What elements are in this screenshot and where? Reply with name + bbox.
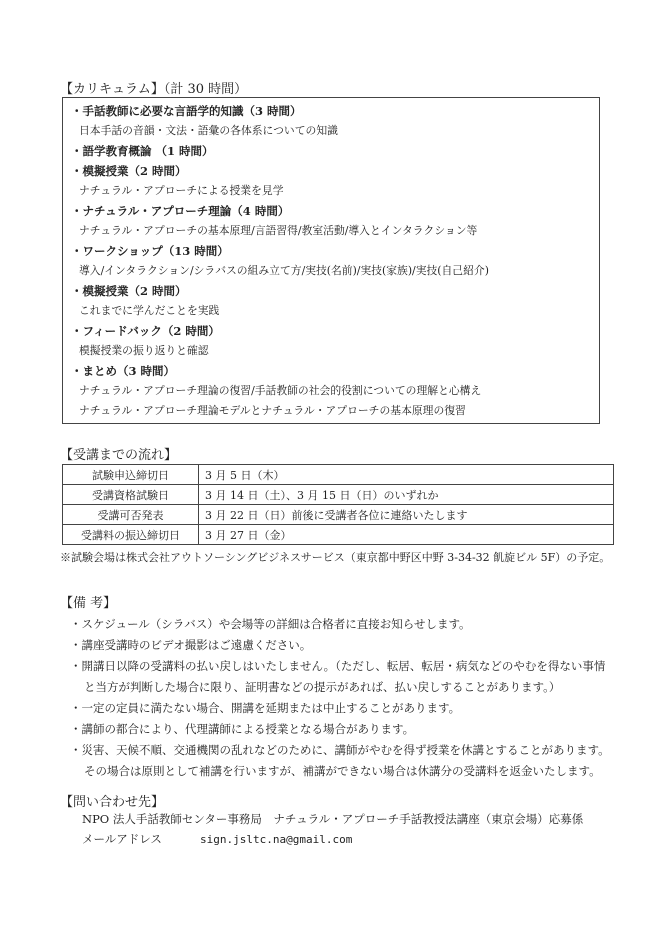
curriculum-item-heading: ・語学教育概論 （1 時間） <box>71 144 214 158</box>
flow-title: 【受講までの流れ】 <box>60 448 178 463</box>
remark-item: ・講師の都合により、代理講師による授業となる場合があります。 <box>70 722 415 736</box>
contact-organization: NPO 法人手話教師センター事務局 ナチュラル・アプローチ手話教授法講座（東京会場）応募係 <box>82 812 584 826</box>
curriculum-item-heading: ・まとめ（3 時間） <box>71 364 176 378</box>
table-cell-label: 受講資格試験日 <box>63 485 199 505</box>
curriculum-item-heading: ・フィードバック（2 時間） <box>71 324 220 338</box>
table-cell-value: 3 月 14 日（土）、3 月 15 日（日）のいずれか <box>199 485 614 505</box>
curriculum-item-description: 模擬授業の振り返りと確認 <box>79 344 209 357</box>
remarks-title: 【備 考】 <box>60 596 117 611</box>
table-row <box>63 485 614 505</box>
exam-venue-note: ※試験会場は株式会社アウトソーシングビジネスサービス（東京都中野区中野 3-34-32 飢旋ビル 5F）の予定。 <box>60 551 611 564</box>
table-cell-value: 3 月 22 日（日）前後に受講者各位に連絡いたします <box>199 505 614 525</box>
curriculum-item-heading: ・手話教師に必要な言語学的知識（3 時間） <box>71 104 302 118</box>
remark-item-continuation: と当方が判断した場合に限り、証明書などの提示があれば、払い戻しすることがあります。） <box>84 680 561 694</box>
remark-item: ・スケジュール（シラバス）や会場等の詳細は合格者に直接お知らせします。 <box>70 617 471 631</box>
curriculum-item-description: ナチュラル・アプローチの基本原理/言語習得/教室活動/導入とインタラクション等 <box>79 224 478 237</box>
curriculum-item-heading: ・ナチュラル・アプローチ理論（4 時間） <box>71 204 290 218</box>
table-row <box>63 525 614 545</box>
email-address-link[interactable]: sign.jsltc.na@gmail.com <box>200 833 353 846</box>
contact-email-row <box>82 829 583 849</box>
contact-title: 【問い合わせ先】 <box>60 795 165 810</box>
table-row <box>63 465 614 485</box>
email-label: メールアドレス <box>82 832 162 846</box>
curriculum-item-description: ナチュラル・アプローチによる授業を見学 <box>79 184 284 197</box>
contact-block <box>82 809 583 849</box>
curriculum-item-description: ナチュラル・アプローチ理論モデルとナチュラル・アプローチの基本原理の復習 <box>79 404 466 417</box>
curriculum-item-heading: ・ワークショップ（13 時間） <box>71 244 229 258</box>
curriculum-item-heading: ・模擬授業（2 時間） <box>71 164 187 178</box>
remark-item: ・開講日以降の受講料の払い戻しはいたしません。（ただし、転居、転居・病気などのやむを得ない事情 <box>70 659 606 673</box>
table-cell-label: 受講可否発表 <box>63 505 199 525</box>
remark-item: ・講座受講時のビデオ撮影はご遠慮ください。 <box>70 638 312 652</box>
table-cell-value: 3 月 27 日（金） <box>199 525 614 545</box>
curriculum-item-description: これまでに学んだことを実践 <box>79 304 220 317</box>
schedule-table <box>62 464 614 545</box>
remark-item: ・災害、天候不順、交通機関の乱れなどのために、講師がやむを得ず授業を休講とすることがあります。 <box>70 743 610 757</box>
curriculum-item-description: 日本手話の音韻・文法・語彙の各体系についての知識 <box>79 124 338 137</box>
curriculum-item-heading: ・模擬授業（2 時間） <box>71 284 187 298</box>
table-cell-label: 試験申込締切日 <box>63 465 199 485</box>
remarks-list <box>70 614 610 782</box>
table-row <box>63 505 614 525</box>
curriculum-item-description: ナチュラル・アプローチ理論の復習/手話教師の社会的役割についての理解と心構え <box>79 384 482 397</box>
remark-item: ・一定の定員に満たない場合、開講を延期または中止することがあります。 <box>70 701 461 715</box>
curriculum-item-description: 導入/インタラクション/シラバスの組み立て方/実技(名前)/実技(家族)/実技(自己紹介) <box>79 264 489 277</box>
curriculum-title: 【カリキュラム】（計 30 時間） <box>60 82 248 97</box>
table-cell-value: 3 月 5 日（木） <box>199 465 614 485</box>
table-cell-label: 受講料の振込締切日 <box>63 525 199 545</box>
remark-item-continuation: その場合は原則として補講を行いますが、補講ができない場合は休講分の受講料を返金いたします。 <box>84 764 601 778</box>
curriculum-box <box>62 97 600 424</box>
